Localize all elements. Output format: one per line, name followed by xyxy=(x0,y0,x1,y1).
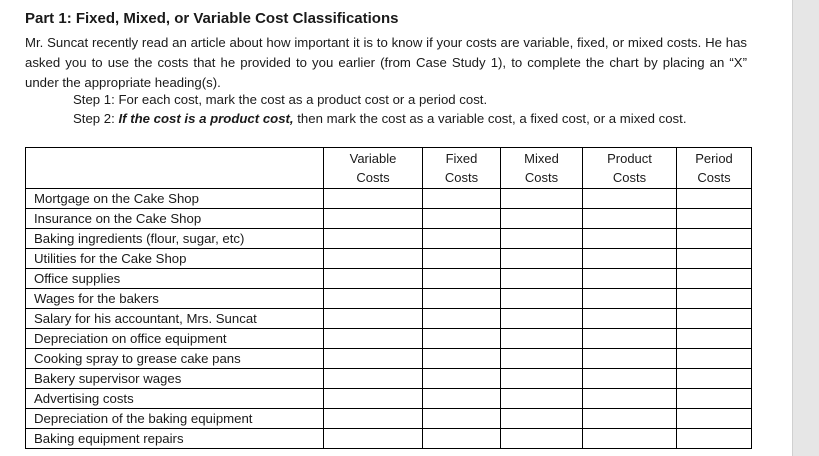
mark-cell-mixed[interactable] xyxy=(501,229,583,249)
mark-cell-variable[interactable] xyxy=(324,209,423,229)
mark-cell-mixed[interactable] xyxy=(501,369,583,389)
mark-cell-product[interactable] xyxy=(583,229,677,249)
mark-cell-period[interactable] xyxy=(677,309,752,329)
mark-cell-variable[interactable] xyxy=(324,289,423,309)
table-row xyxy=(26,329,752,349)
mark-cell-product[interactable] xyxy=(583,309,677,329)
table-row xyxy=(26,209,752,229)
mark-cell-product[interactable] xyxy=(583,369,677,389)
mark-cell-period[interactable] xyxy=(677,409,752,429)
mark-cell-product[interactable] xyxy=(583,249,677,269)
table-row xyxy=(26,409,752,429)
mark-cell-product[interactable] xyxy=(583,269,677,289)
mark-cell-mixed[interactable] xyxy=(501,429,583,449)
window-scroll-gutter xyxy=(792,0,819,456)
mark-cell-variable[interactable] xyxy=(324,309,423,329)
cost-item-label: Baking ingredients (flour, sugar, etc) xyxy=(26,229,324,249)
header-blank-cell xyxy=(26,148,324,189)
mark-cell-product[interactable] xyxy=(583,289,677,309)
table-row xyxy=(26,309,752,329)
mark-cell-mixed[interactable] xyxy=(501,209,583,229)
mark-cell-product[interactable] xyxy=(583,349,677,369)
mark-cell-period[interactable] xyxy=(677,329,752,349)
table-row xyxy=(26,389,752,409)
mark-cell-period[interactable] xyxy=(677,389,752,409)
mark-cell-variable[interactable] xyxy=(324,409,423,429)
mark-cell-fixed[interactable] xyxy=(423,229,501,249)
mark-cell-variable[interactable] xyxy=(324,229,423,249)
mark-cell-fixed[interactable] xyxy=(423,189,501,209)
mark-cell-mixed[interactable] xyxy=(501,269,583,289)
table-row xyxy=(26,429,752,449)
mark-cell-mixed[interactable] xyxy=(501,329,583,349)
table-row xyxy=(26,349,752,369)
mark-cell-variable[interactable] xyxy=(324,329,423,349)
cost-item-label: Baking equipment repairs xyxy=(26,429,324,449)
mark-cell-fixed[interactable] xyxy=(423,309,501,329)
mark-cell-mixed[interactable] xyxy=(501,289,583,309)
mark-cell-product[interactable] xyxy=(583,209,677,229)
mark-cell-mixed[interactable] xyxy=(501,249,583,269)
mark-cell-variable[interactable] xyxy=(324,389,423,409)
mark-cell-variable[interactable] xyxy=(324,429,423,449)
mark-cell-product[interactable] xyxy=(583,429,677,449)
cost-item-label: Utilities for the Cake Shop xyxy=(26,249,324,269)
cost-item-label: Office supplies xyxy=(26,269,324,289)
cost-item-label: Wages for the bakers xyxy=(26,289,324,309)
mark-cell-variable[interactable] xyxy=(324,269,423,289)
mark-cell-fixed[interactable] xyxy=(423,249,501,269)
mark-cell-mixed[interactable] xyxy=(501,409,583,429)
table-row xyxy=(26,229,752,249)
mark-cell-period[interactable] xyxy=(677,269,752,289)
cost-item-label: Depreciation of the baking equipment xyxy=(26,409,324,429)
table-header-row xyxy=(26,148,752,189)
mark-cell-mixed[interactable] xyxy=(501,389,583,409)
mark-cell-fixed[interactable] xyxy=(423,329,501,349)
mark-cell-fixed[interactable] xyxy=(423,209,501,229)
mark-cell-mixed[interactable] xyxy=(501,189,583,209)
cost-item-label: Insurance on the Cake Shop xyxy=(26,209,324,229)
mark-cell-fixed[interactable] xyxy=(423,269,501,289)
cost-item-label: Advertising costs xyxy=(26,389,324,409)
mark-cell-variable[interactable] xyxy=(324,249,423,269)
step-2-instruction xyxy=(73,111,686,126)
mark-cell-fixed[interactable] xyxy=(423,409,501,429)
table-row xyxy=(26,289,752,309)
mark-cell-variable[interactable] xyxy=(324,349,423,369)
section-heading: Part 1: Fixed, Mixed, or Variable Cost Classifications xyxy=(25,10,399,27)
cost-item-label: Cooking spray to grease cake pans xyxy=(26,349,324,369)
step-2-prefix: Step 2: xyxy=(73,111,119,126)
mark-cell-fixed[interactable] xyxy=(423,389,501,409)
mark-cell-period[interactable] xyxy=(677,429,752,449)
step-1-instruction: Step 1: For each cost, mark the cost as a product cost or a period cost. xyxy=(73,92,488,107)
mark-cell-product[interactable] xyxy=(583,389,677,409)
mark-cell-fixed[interactable] xyxy=(423,349,501,369)
mark-cell-variable[interactable] xyxy=(324,189,423,209)
header-fixed-costs: Fixed Costs xyxy=(423,148,501,189)
mark-cell-fixed[interactable] xyxy=(423,369,501,389)
mark-cell-period[interactable] xyxy=(677,229,752,249)
cost-item-label: Mortgage on the Cake Shop xyxy=(26,189,324,209)
mark-cell-product[interactable] xyxy=(583,189,677,209)
mark-cell-product[interactable] xyxy=(583,409,677,429)
mark-cell-period[interactable] xyxy=(677,189,752,209)
mark-cell-variable[interactable] xyxy=(324,369,423,389)
mark-cell-period[interactable] xyxy=(677,369,752,389)
mark-cell-product[interactable] xyxy=(583,329,677,349)
cost-item-label: Salary for his accountant, Mrs. Suncat xyxy=(26,309,324,329)
step-2-suffix: then mark the cost as a variable cost, a fixed cost, or a mixed cost. xyxy=(293,111,687,126)
table-row xyxy=(26,369,752,389)
mark-cell-period[interactable] xyxy=(677,289,752,309)
mark-cell-period[interactable] xyxy=(677,249,752,269)
header-period-costs: Period Costs xyxy=(677,148,752,189)
header-product-costs: Product Costs xyxy=(583,148,677,189)
table-row xyxy=(26,249,752,269)
header-variable-costs: Variable Costs xyxy=(324,148,423,189)
mark-cell-fixed[interactable] xyxy=(423,289,501,309)
cost-item-label: Bakery supervisor wages xyxy=(26,369,324,389)
table-row xyxy=(26,189,752,209)
cost-item-label: Depreciation on office equipment xyxy=(26,329,324,349)
step-2-emphasis: If the cost is a product cost, xyxy=(118,111,294,126)
mark-cell-mixed[interactable] xyxy=(501,309,583,329)
mark-cell-fixed[interactable] xyxy=(423,429,501,449)
header-mixed-costs: Mixed Costs xyxy=(501,148,583,189)
mark-cell-period[interactable] xyxy=(677,209,752,229)
mark-cell-period[interactable] xyxy=(677,349,752,369)
intro-paragraph: Mr. Suncat recently read an article about how important it is to know if your costs are variable, fixed, or mixed costs. He has asked you to use the costs that he provided to you earlier (from Case Study 1), to complete the chart by placing an “X” under the appropriate heading(s). xyxy=(25,35,747,90)
mark-cell-mixed[interactable] xyxy=(501,349,583,369)
table-row xyxy=(26,269,752,289)
cost-classification-table xyxy=(25,147,752,449)
